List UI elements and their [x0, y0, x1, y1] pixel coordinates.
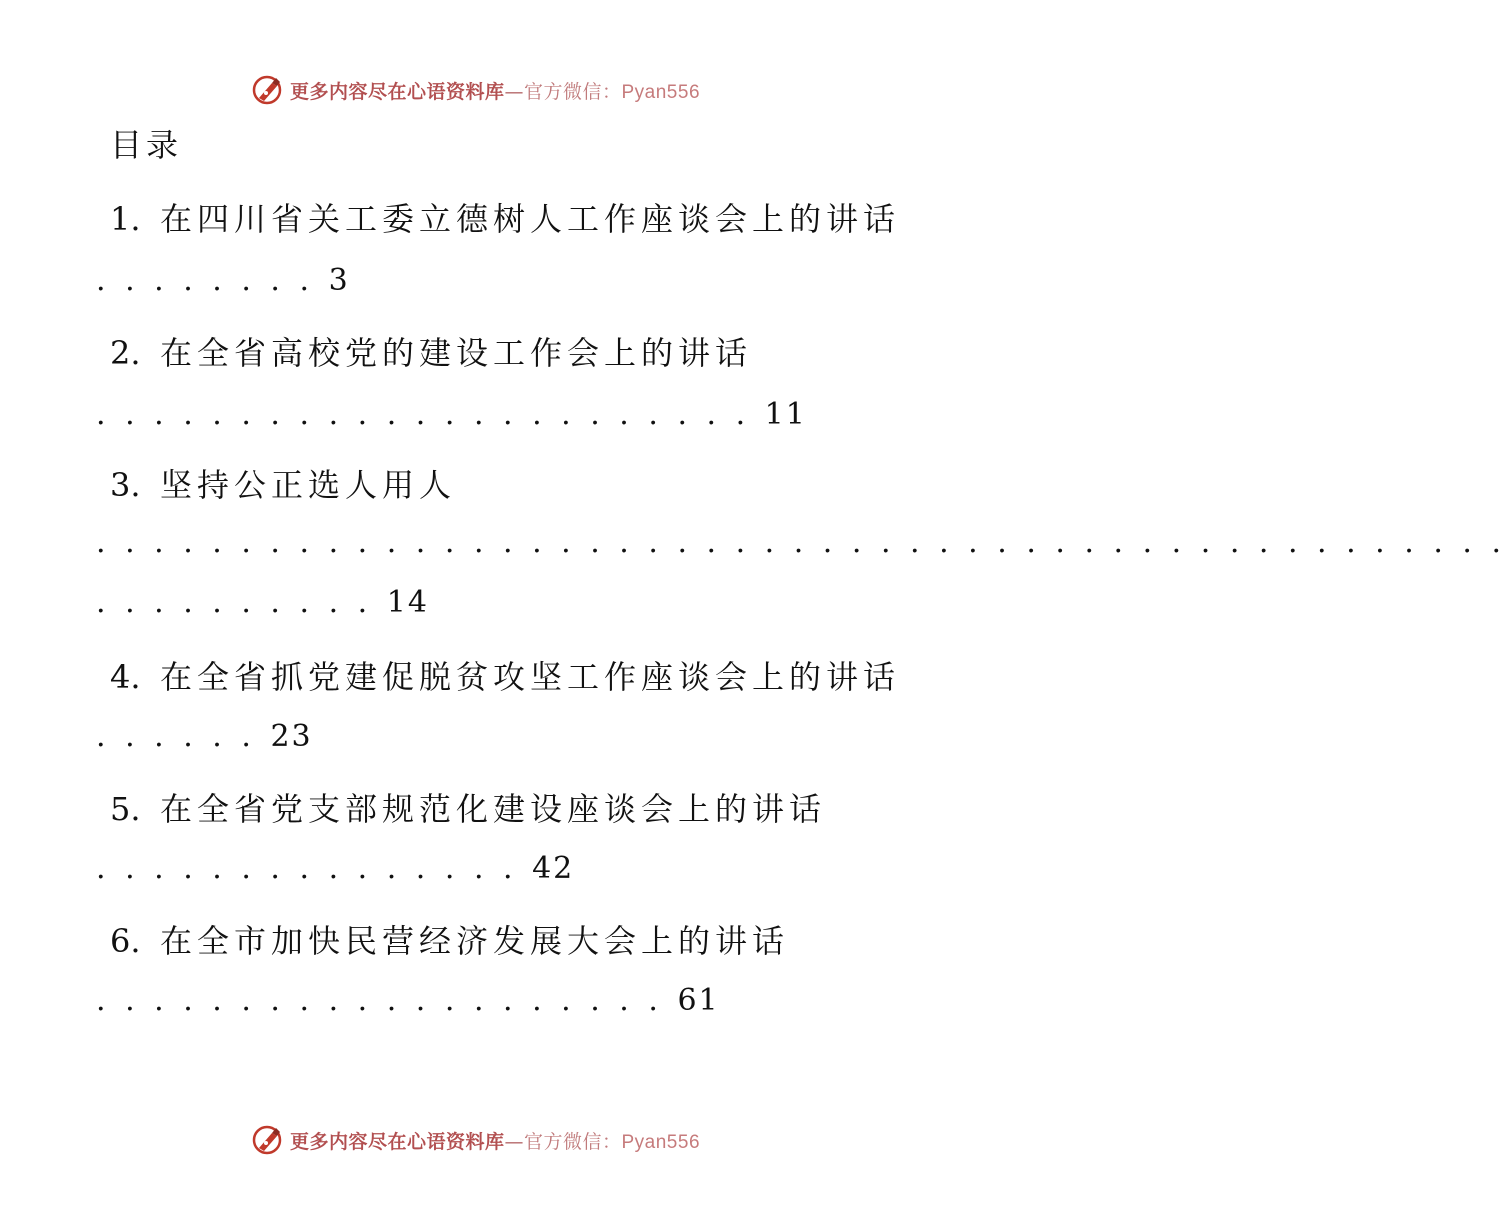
toc-page-number: 61: [677, 983, 720, 1018]
watermark-separator: —: [504, 1130, 524, 1153]
toc-entry-number: 4.: [110, 658, 141, 696]
watermark-brand: 更多内容尽在心语资料库: [289, 1130, 505, 1153]
toc-page-number: 11: [764, 397, 807, 432]
toc-entry-title: 在四川省关工委立德树人工作座谈会上的讲话: [160, 200, 901, 238]
toc-leader-line: [96, 714, 313, 760]
footer-watermark: [0, 1120, 950, 1160]
toc-entry-title-row: [110, 196, 900, 242]
toc-leader-line: [96, 978, 720, 1024]
toc-leader-dots: . . . . . . . . . . . . . . . . . . . . . . .: [96, 397, 765, 432]
toc-entry-title-row: [110, 918, 789, 964]
toc-leader-dots: . . . . . . . .: [96, 263, 329, 298]
toc-leader-line: [96, 580, 429, 626]
watermark-text: [290, 77, 700, 104]
toc-entry-number: 3.: [110, 466, 141, 504]
toc-leader-line: [96, 258, 350, 304]
toc-heading: 目录: [110, 126, 183, 164]
pen-nib-logo-icon: [250, 1123, 284, 1157]
toc-leader-dots: . . . . . . . . . . . . . . . . . . . . . . . . . . . . . . . . . . . . . . . . . . . . . . . . .: [96, 525, 1506, 560]
toc-leader-dots: . . . . . . . . . . . . . . . . . . . .: [96, 983, 678, 1018]
watermark-wechat-id: Pyan556: [621, 81, 701, 103]
toc-entry-number: 2.: [110, 334, 141, 372]
toc-page-number: 42: [532, 851, 575, 886]
toc-entry-title: 在全市加快民营经济发展大会上的讲话: [160, 922, 790, 960]
toc-entry-title: 在全省高校党的建设工作会上的讲话: [160, 334, 753, 372]
toc-entry-number: 5.: [110, 790, 141, 828]
header-watermark: [0, 70, 950, 110]
watermark-wechat-id: Pyan556: [621, 1131, 701, 1153]
watermark-text: [290, 1127, 700, 1154]
toc-entry-number: 1.: [110, 200, 141, 238]
watermark-brand: 更多内容尽在心语资料库: [289, 80, 505, 103]
watermark-wechat-label: 官方微信：: [523, 80, 622, 103]
toc-leader-line: [96, 520, 1506, 566]
watermark-separator: —: [504, 80, 524, 103]
toc-entry-title-row: [110, 330, 752, 376]
toc-leader-line: [96, 846, 574, 892]
toc-page-number: 23: [270, 719, 313, 754]
toc-entry-number: 6.: [110, 922, 141, 960]
toc-leader-dots: . . . . . . . . . .: [96, 585, 387, 620]
toc-leader-line: [96, 392, 807, 438]
toc-leader-dots: . . . . . .: [96, 719, 271, 754]
toc-page-number: 3: [328, 263, 350, 298]
toc-leader-dots: . . . . . . . . . . . . . . .: [96, 851, 533, 886]
toc-entry-title-row: [110, 654, 900, 700]
toc-entry-title: 坚持公正选人用人: [160, 466, 457, 504]
toc-entry-title-row: [110, 462, 456, 508]
toc-entry-title: 在全省抓党建促脱贫攻坚工作座谈会上的讲话: [160, 658, 901, 696]
toc-entry-title: 在全省党支部规范化建设座谈会上的讲话: [160, 790, 827, 828]
pen-nib-logo-icon: [250, 73, 284, 107]
toc-page-number: 14: [386, 585, 429, 620]
toc-entry-title-row: [110, 786, 826, 832]
watermark-wechat-label: 官方微信：: [523, 1130, 622, 1153]
